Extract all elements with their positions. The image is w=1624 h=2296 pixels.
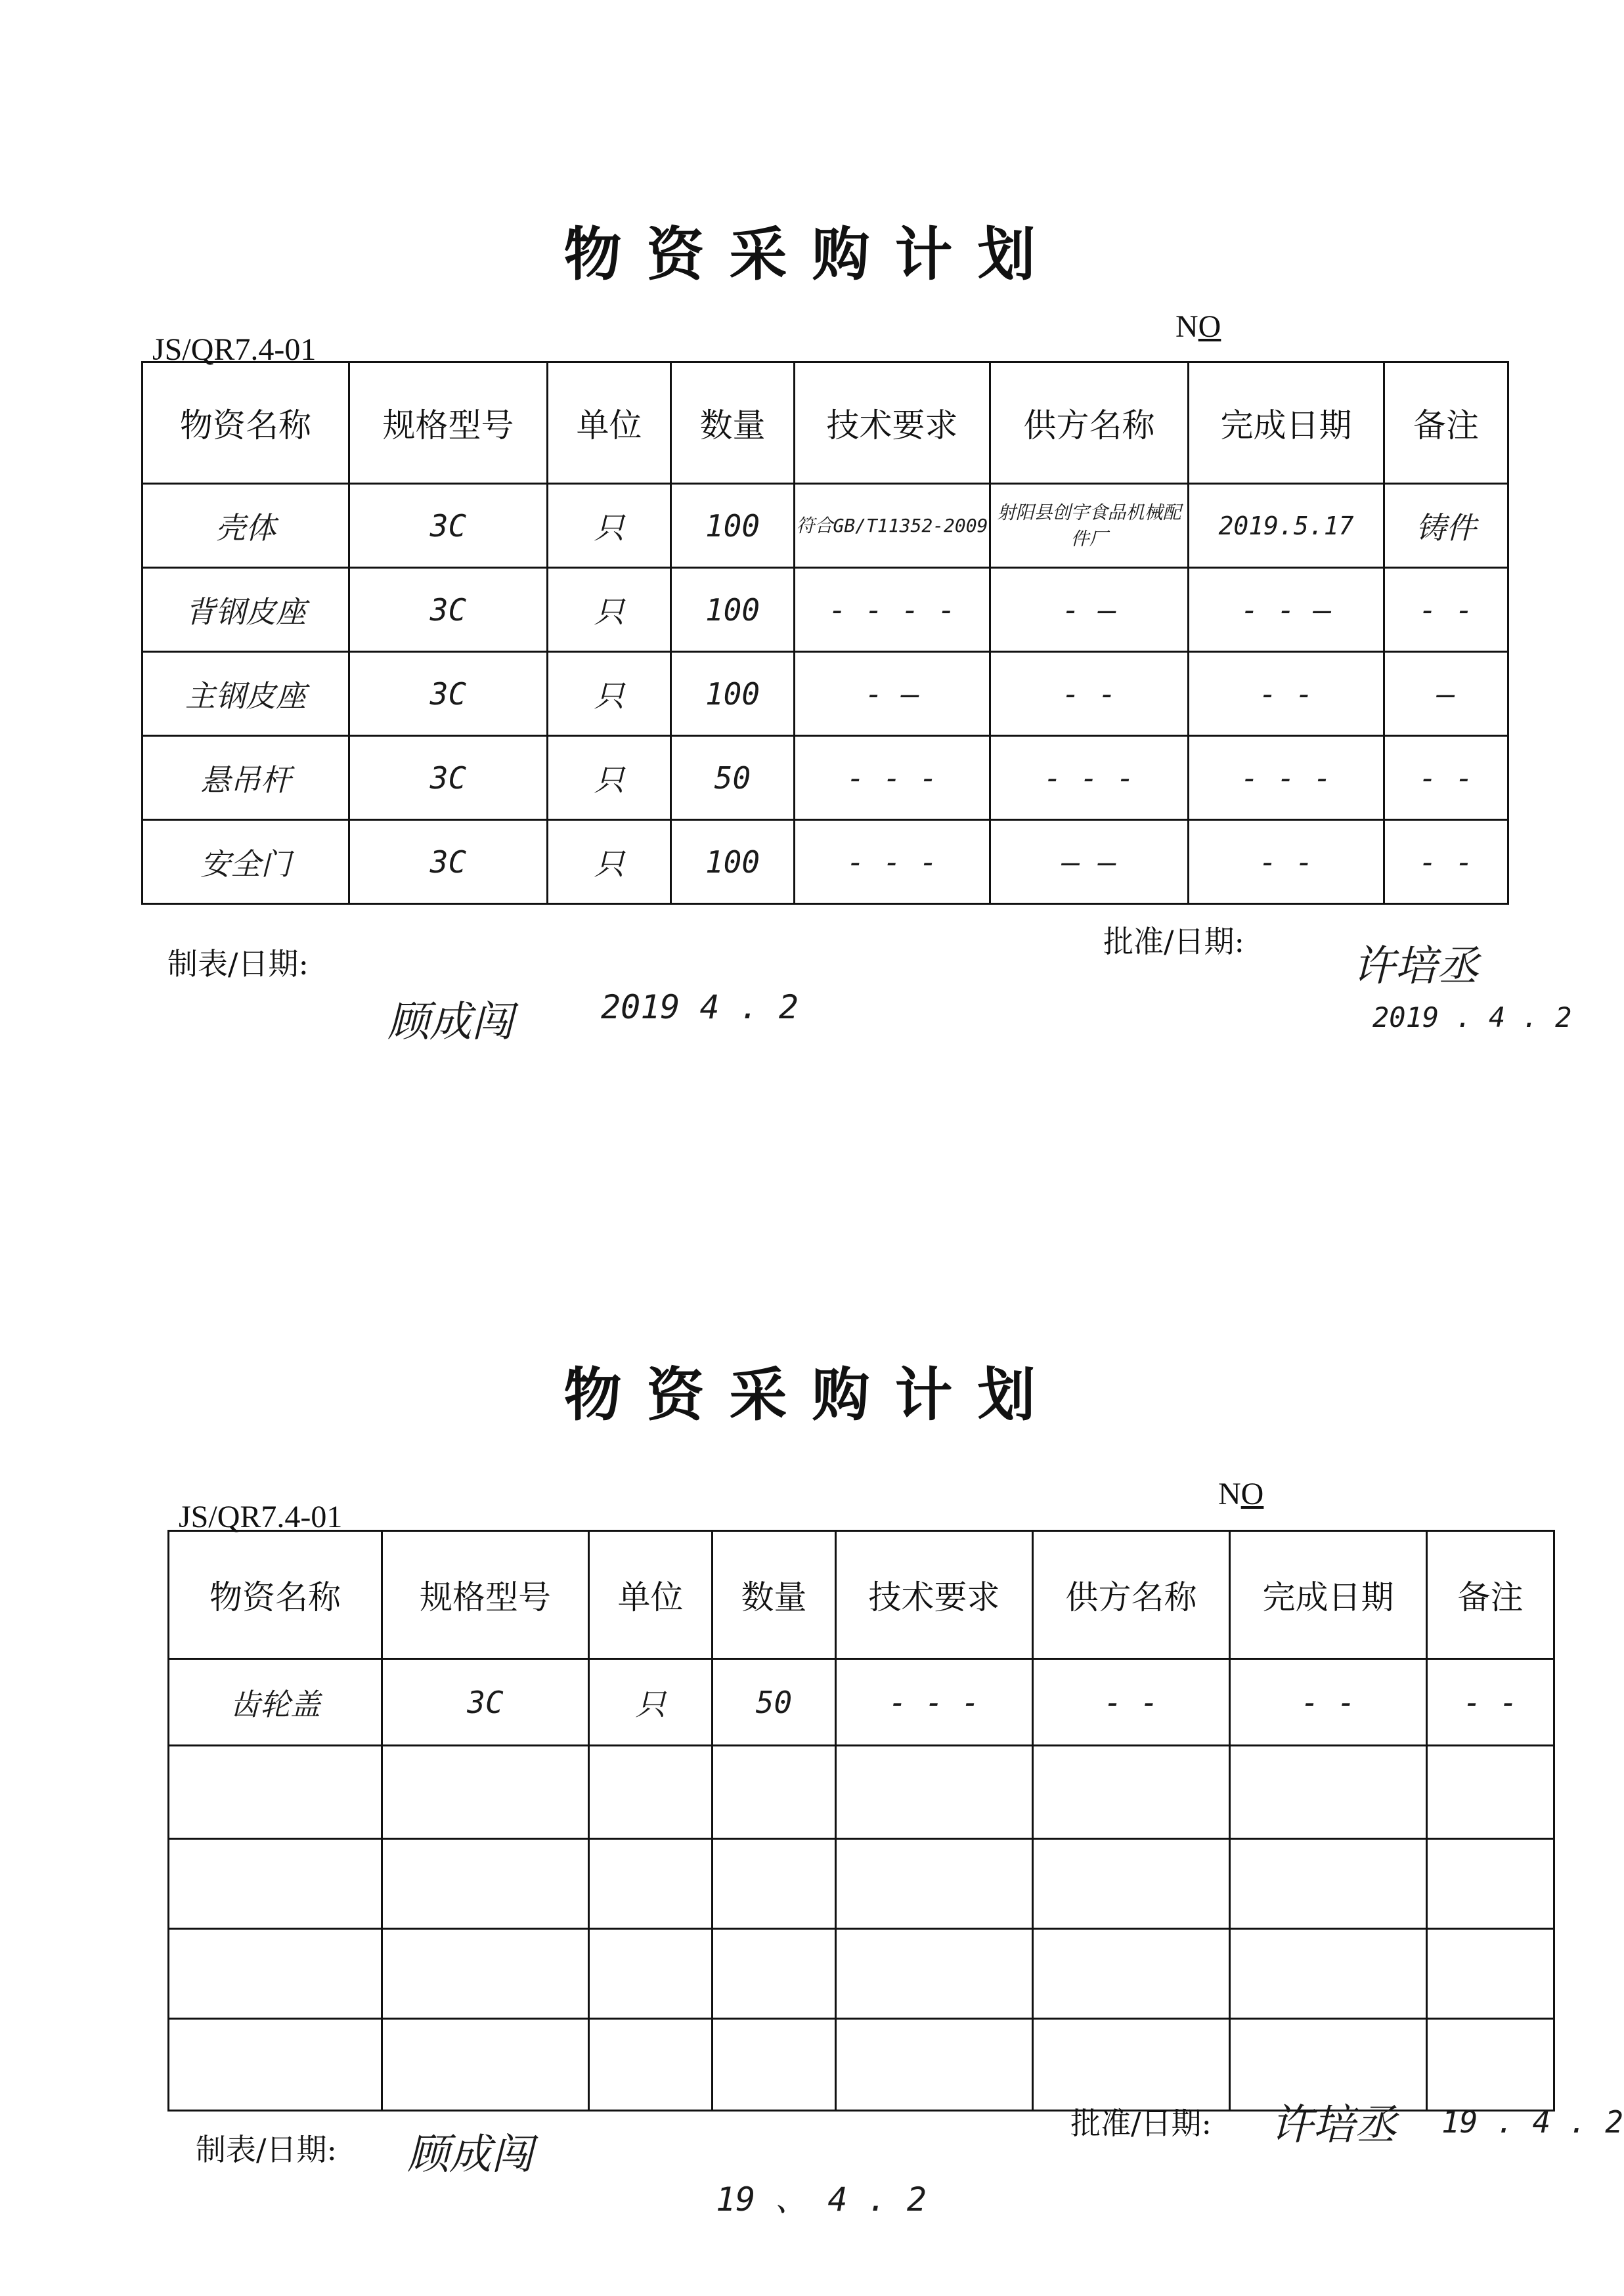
cell-material-name: 主钢皮座: [143, 652, 349, 736]
cell-unit: [589, 2019, 713, 2111]
header-supplier-name: 供方名称: [1033, 1531, 1230, 1659]
header-quantity: 数量: [671, 362, 795, 484]
prepared-date: 19 、 4 . 2: [716, 2180, 927, 2219]
cell-tech-requirements: [836, 2019, 1033, 2111]
cell-completion-date: - -: [1230, 1659, 1427, 1746]
cell-spec-model: 3C: [349, 736, 548, 820]
header-spec-model: 规格型号: [382, 1531, 589, 1659]
prepared-date: 2019 4 . 2: [601, 988, 799, 1026]
cell-material-name: 悬吊杆: [143, 736, 349, 820]
cell-supplier-name: - -: [990, 652, 1189, 736]
cell-spec-model: [382, 1929, 589, 2019]
header-tech-requirements: 技术要求: [836, 1531, 1033, 1659]
cell-tech-requirements: - - -: [795, 820, 990, 904]
cell-remarks: [1427, 2019, 1554, 2111]
cell-remarks: - -: [1427, 1659, 1554, 1746]
purchase-table: [167, 1530, 1555, 2112]
prepared-by-label: 制表/日期:: [167, 946, 309, 982]
table-row: [169, 1746, 1554, 1839]
approved-date: 19 . 4 . 2: [1441, 2104, 1623, 2140]
cell-completion-date: 2019.5.17: [1189, 484, 1384, 568]
cell-unit: 只: [589, 1659, 713, 1746]
approved-by-label: 批准/日期:: [1103, 924, 1244, 959]
prepared-by-signature: 顾成闯: [387, 998, 514, 1047]
cell-spec-model: 3C: [349, 568, 548, 652]
cell-supplier-name: 射阳县创宇食品机械配件厂: [990, 484, 1189, 568]
cell-tech-requirements: - - - -: [795, 568, 990, 652]
table-row: [169, 1929, 1554, 2019]
cell-tech-requirements: [836, 1839, 1033, 1929]
header-quantity: 数量: [713, 1531, 836, 1659]
cell-supplier-name: — —: [990, 820, 1189, 904]
cell-material-name: [169, 1839, 382, 1929]
cell-completion-date: - -: [1189, 652, 1384, 736]
cell-unit: [589, 1929, 713, 2019]
header-material-name: 物资名称: [143, 362, 349, 484]
cell-tech-requirements: [836, 1929, 1033, 2019]
cell-unit: 只: [548, 820, 671, 904]
cell-quantity: 100: [671, 820, 795, 904]
cell-tech-requirements: [836, 1746, 1033, 1839]
cell-spec-model: 3C: [349, 820, 548, 904]
header-completion-date: 完成日期: [1189, 362, 1384, 484]
approved-date: 2019 . 4 . 2: [1372, 1001, 1572, 1033]
cell-material-name: [169, 2019, 382, 2111]
cell-material-name: 背钢皮座: [143, 568, 349, 652]
header-unit: 单位: [589, 1531, 713, 1659]
cell-remarks: [1427, 1746, 1554, 1839]
cell-supplier-name: - - -: [990, 736, 1189, 820]
cell-material-name: [169, 1929, 382, 2019]
cell-tech-requirements: - —: [795, 652, 990, 736]
form-title: 物资采购计划: [563, 221, 1061, 288]
approved-by-signature: 许培丞: [1353, 942, 1479, 991]
cell-unit: [589, 1839, 713, 1929]
header-remarks: 备注: [1427, 1531, 1554, 1659]
header-supplier-name: 供方名称: [990, 362, 1189, 484]
cell-tech-requirements: - - -: [795, 736, 990, 820]
header-tech-requirements: 技术要求: [795, 362, 990, 484]
document-code: JS/QR7.4-01: [179, 1500, 343, 1534]
header-material-name: 物资名称: [169, 1531, 382, 1659]
table-header-row: [169, 1531, 1554, 1659]
document-code: JS/QR7.4-01: [152, 332, 317, 367]
cell-spec-model: [382, 1839, 589, 1929]
cell-unit: 只: [548, 652, 671, 736]
cell-remarks: [1427, 1839, 1554, 1929]
cell-unit: [589, 1746, 713, 1839]
cell-unit: 只: [548, 484, 671, 568]
cell-remarks: - -: [1384, 736, 1508, 820]
cell-supplier-name: - -: [1033, 1659, 1230, 1746]
cell-completion-date: - - -: [1189, 736, 1384, 820]
document-number-label: NO: [1175, 309, 1221, 344]
cell-tech-requirements: - - -: [836, 1659, 1033, 1746]
header-remarks: 备注: [1384, 362, 1508, 484]
header-completion-date: 完成日期: [1230, 1531, 1427, 1659]
cell-quantity: 50: [713, 1659, 836, 1746]
cell-quantity: 100: [671, 484, 795, 568]
cell-remarks: - -: [1384, 820, 1508, 904]
cell-supplier-name: [1033, 2019, 1230, 2111]
cell-spec-model: 3C: [349, 484, 548, 568]
cell-spec-model: [382, 1746, 589, 1839]
cell-spec-model: 3C: [382, 1659, 589, 1746]
prepared-by-label: 制表/日期:: [196, 2132, 337, 2167]
cell-supplier-name: [1033, 1839, 1230, 1929]
cell-completion-date: [1230, 1929, 1427, 2019]
cell-material-name: 齿轮盖: [169, 1659, 382, 1746]
header-unit: 单位: [548, 362, 671, 484]
cell-quantity: 100: [671, 568, 795, 652]
cell-quantity: [713, 1929, 836, 2019]
approved-by-signature: 许培丞: [1271, 2101, 1397, 2150]
cell-material-name: 壳体: [143, 484, 349, 568]
form-title: 物资采购计划: [563, 1361, 1061, 1429]
cell-spec-model: 3C: [349, 652, 548, 736]
cell-unit: 只: [548, 736, 671, 820]
cell-quantity: 100: [671, 652, 795, 736]
cell-tech-requirements: 符合GB/T11352-2009: [795, 484, 990, 568]
cell-remarks: [1427, 1929, 1554, 2019]
cell-unit: 只: [548, 568, 671, 652]
cell-supplier-name: [1033, 1746, 1230, 1839]
cell-material-name: 安全门: [143, 820, 349, 904]
cell-quantity: 50: [671, 736, 795, 820]
cell-remarks: 铸件: [1384, 484, 1508, 568]
cell-remarks: —: [1384, 652, 1508, 736]
cell-supplier-name: [1033, 1929, 1230, 2019]
approved-by-label: 批准/日期:: [1070, 2106, 1212, 2141]
cell-quantity: [713, 1839, 836, 1929]
document-number-label: NO: [1218, 1477, 1264, 1511]
cell-completion-date: [1230, 1746, 1427, 1839]
table-row: [169, 1659, 1554, 1746]
cell-completion-date: [1230, 1839, 1427, 1929]
cell-material-name: [169, 1746, 382, 1839]
cell-quantity: [713, 2019, 836, 2111]
cell-supplier-name: - —: [990, 568, 1189, 652]
cell-remarks: - -: [1384, 568, 1508, 652]
cell-completion-date: - - —: [1189, 568, 1384, 652]
header-spec-model: 规格型号: [349, 362, 548, 484]
cell-completion-date: - -: [1189, 820, 1384, 904]
table-row: [169, 1839, 1554, 1929]
prepared-by-signature: 顾成闯: [407, 2131, 533, 2179]
cell-spec-model: [382, 2019, 589, 2111]
cell-quantity: [713, 1746, 836, 1839]
